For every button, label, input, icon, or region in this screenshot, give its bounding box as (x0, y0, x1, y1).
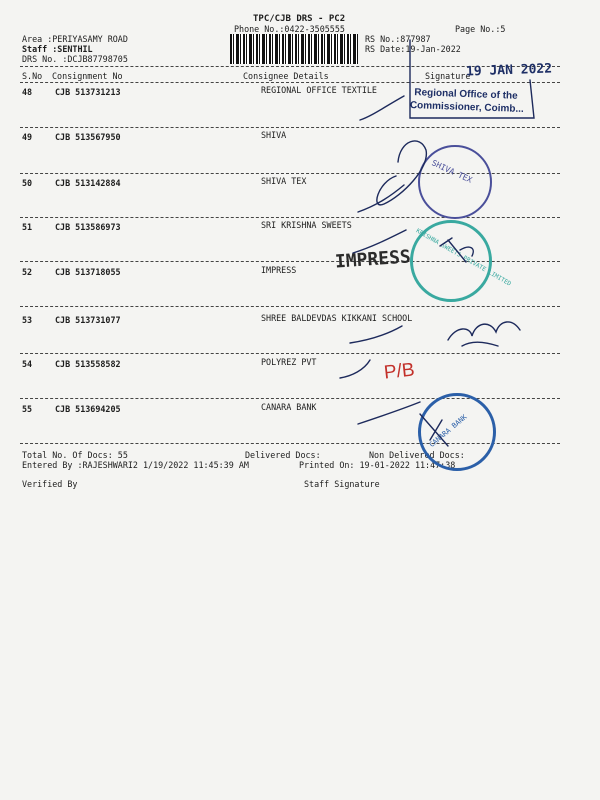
row-consignment: CJB 513586973 (55, 222, 121, 232)
regional-office-stamp-line2: Commissioner, Coimb... (409, 100, 524, 115)
row-consignee: SHIVA TEX (261, 176, 307, 186)
row-consignment: CJB 513567950 (55, 132, 121, 142)
col-consignee: Consignee Details (243, 71, 329, 81)
row-sno: 54 (22, 359, 33, 369)
row-consignee: CANARA BANK (261, 402, 317, 412)
row-sno: 52 (22, 267, 33, 277)
row-consignment: CJB 513142884 (55, 178, 121, 188)
divider (20, 217, 560, 218)
total-docs: Total No. Of Docs: 55 (22, 450, 128, 460)
entered-by: Entered By :RAJESHWARI2 1/19/2022 11:45:39 AM (22, 460, 249, 470)
signature-stroke-55 (358, 402, 420, 424)
canara-bank-stamp-text: CANARA BANK (427, 413, 469, 449)
canara-bank-stamp (418, 393, 496, 471)
regional-office-stamp-line1: Regional Office of the (414, 87, 518, 102)
barcode (230, 34, 358, 64)
row-consignment: CJB 513694205 (55, 404, 121, 414)
delivered-docs: Delivered Docs: (245, 450, 321, 460)
staff-label: Staff :SENTHIL (22, 44, 93, 54)
printed-on: Printed On: 19-01-2022 11:47:38 (299, 460, 456, 470)
krishna-sweets-stamp (410, 220, 513, 302)
col-sno: S.No (22, 71, 43, 81)
row-sno: 49 (22, 132, 33, 142)
row-consignment: CJB 513558582 (55, 359, 121, 369)
staff-signature-label: Staff Signature (304, 479, 380, 489)
pb-mark: P/B (382, 359, 416, 384)
date-stamp: 19 JAN 2022 (465, 61, 553, 80)
row-consignee: SHIVA (261, 130, 287, 140)
row-consignee: POLYREZ PVT (261, 357, 317, 367)
sheet-title: TPC/CJB DRS - PC2 (253, 14, 346, 24)
regional-office-stamp (407, 86, 526, 122)
non-delivered-docs: Non Delivered Docs: (369, 450, 465, 460)
rs-number: RS No.:877987 (365, 34, 431, 44)
page-number: Page No.:5 (455, 24, 506, 34)
shiva-tex-stamp-text: SHIVA TEX (430, 158, 474, 185)
row-consignee: SRI KRISHNA SWEETS (261, 220, 352, 230)
krishna-sweets-stamp-text: KRISHNA SWEETS PRIVATE LIMITED (414, 227, 513, 288)
signature-stroke-50 (358, 185, 404, 212)
shiva-tex-stamp (418, 145, 492, 219)
impress-stamp: IMPRESS (334, 246, 412, 273)
row-consignee: SHREE BALDEVDAS KIKKANI SCHOOL (261, 313, 413, 323)
row-sno: 55 (22, 404, 33, 414)
divider (20, 306, 560, 307)
drs-number: DRS No. :DCJB87798705 (22, 54, 128, 64)
area-label: Area :PERIYASAMY ROAD (22, 34, 128, 44)
signature-stroke-48 (360, 96, 404, 120)
row-consignee: REGIONAL OFFICE TEXTILE (261, 85, 377, 95)
row-consignment: CJB 513731077 (55, 315, 121, 325)
signature-stroke-53 (350, 326, 402, 343)
phone-number: Phone No.:0422-3505555 (234, 24, 345, 34)
row-consignee: IMPRESS (261, 265, 297, 275)
row-sno: 48 (22, 87, 33, 97)
signature-stroke-53b (448, 322, 520, 346)
row-consignment: CJB 513718055 (55, 267, 121, 277)
divider (20, 127, 560, 128)
row-sno: 51 (22, 222, 33, 232)
divider (20, 82, 560, 83)
verified-by: Verified By (22, 479, 78, 489)
divider (20, 353, 560, 354)
col-consignment: Consignment No (52, 71, 123, 81)
col-signature: Signature (425, 71, 471, 81)
row-consignment: CJB 513731213 (55, 87, 121, 97)
rs-date: RS Date:19-Jan-2022 (365, 44, 461, 54)
row-sno: 50 (22, 178, 33, 188)
signature-stroke-54 (340, 360, 370, 378)
row-sno: 53 (22, 315, 33, 325)
